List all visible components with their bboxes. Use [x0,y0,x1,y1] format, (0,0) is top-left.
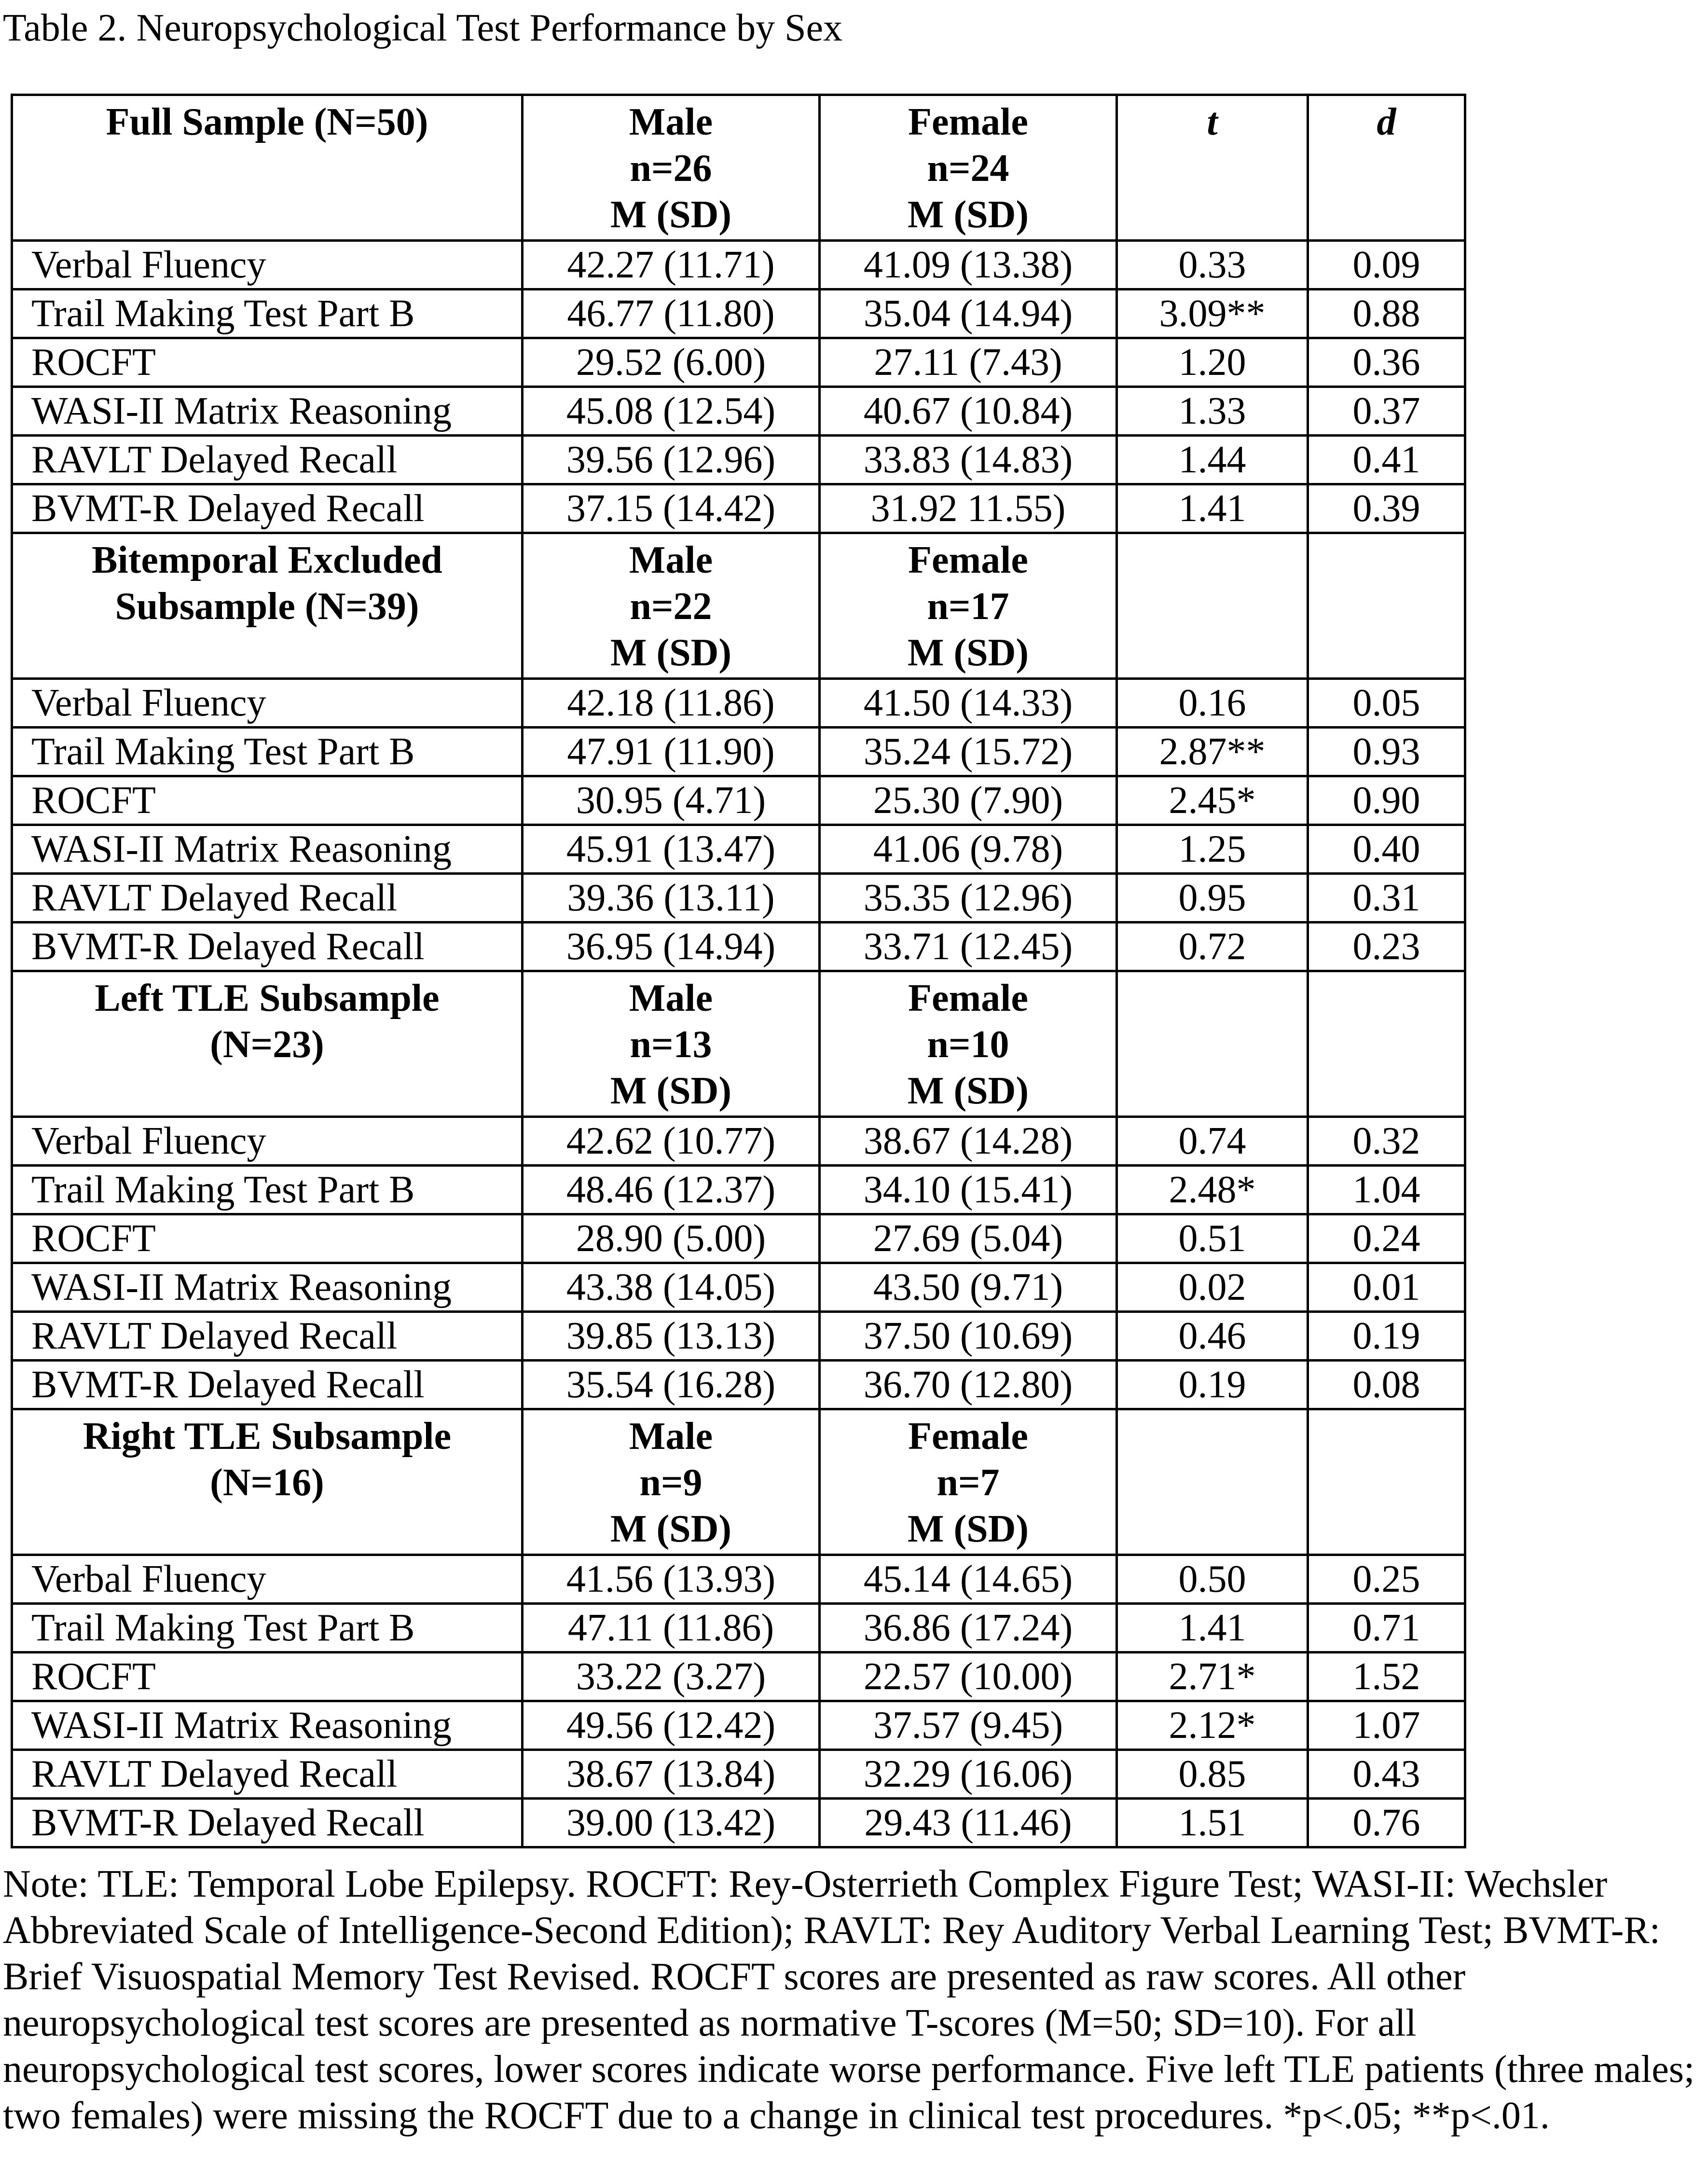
d-effect-cell: 0.24 [1308,1214,1465,1263]
test-row [12,436,1465,484]
section-header-row-bitemporal-excluded [12,533,1465,679]
male-column-header [523,533,820,679]
test-row [12,338,1465,387]
female-mean-cell: 38.67 (14.28) [820,1117,1117,1166]
test-row [12,1166,1465,1214]
female-mean-cell: 27.69 (5.04) [820,1214,1117,1263]
test-label-cell: ROCFT [12,1214,523,1263]
t-stat-cell: 1.25 [1117,825,1308,874]
test-row [12,728,1465,776]
male-msd-line: M (SD) [610,1070,732,1112]
male-mean-cell: 45.08 (12.54) [523,387,820,436]
male-mean-cell: 43.38 (14.05) [523,1263,820,1312]
t-stat-cell: 2.12* [1117,1701,1308,1750]
female-msd-line: M (SD) [907,1070,1029,1112]
male-mean-cell: 48.46 (12.37) [523,1166,820,1214]
t-stat-cell: 0.51 [1117,1214,1308,1263]
t-stat-cell: 1.44 [1117,436,1308,484]
female-mean-cell: 36.86 (17.24) [820,1604,1117,1653]
t-stat-cell: 1.20 [1117,338,1308,387]
test-label-cell: RAVLT Delayed Recall [12,1750,523,1799]
t-stat-cell: 1.41 [1117,1604,1308,1653]
t-stat-cell: 0.19 [1117,1361,1308,1409]
female-mean-cell: 33.71 (12.45) [820,923,1117,971]
d-column-header: d [1308,95,1465,241]
t-column-header [1117,1409,1308,1555]
test-label-cell: Verbal Fluency [12,1555,523,1604]
male-header-line: Male [629,977,713,1019]
female-column-header [820,95,1117,241]
test-row [12,776,1465,825]
d-column-header [1308,1409,1465,1555]
female-mean-cell: 27.11 (7.43) [820,338,1117,387]
test-row [12,387,1465,436]
test-row [12,1799,1465,1847]
female-mean-cell: 36.70 (12.80) [820,1361,1117,1409]
male-mean-cell: 36.95 (14.94) [523,923,820,971]
male-msd-line: M (SD) [610,1508,732,1550]
t-stat-cell: 3.09** [1117,289,1308,338]
test-label-cell: WASI-II Matrix Reasoning [12,1263,523,1312]
male-n-line: n=13 [630,1023,712,1066]
male-mean-cell: 28.90 (5.00) [523,1214,820,1263]
test-label-cell: Trail Making Test Part B [12,1166,523,1214]
male-mean-cell: 39.00 (13.42) [523,1799,820,1847]
female-mean-cell: 40.67 (10.84) [820,387,1117,436]
male-mean-cell: 39.36 (13.11) [523,874,820,923]
t-stat-cell: 1.51 [1117,1799,1308,1847]
female-n-line: n=17 [927,585,1009,628]
d-effect-cell: 0.40 [1308,825,1465,874]
d-column-header [1308,533,1465,679]
test-row [12,1750,1465,1799]
d-column-header [1308,971,1465,1117]
test-row [12,1604,1465,1653]
neuropsych-results-table [11,94,1466,1848]
female-msd-line: M (SD) [907,632,1029,674]
female-mean-cell: 32.29 (16.06) [820,1750,1117,1799]
test-label-cell: BVMT-R Delayed Recall [12,923,523,971]
male-n-line: n=26 [630,147,712,190]
female-column-header [820,1409,1117,1555]
male-column-header [523,95,820,241]
test-label-cell: WASI-II Matrix Reasoning [12,1701,523,1750]
table-title: Table 2. Neuropsychological Test Performance by Sex [3,7,843,49]
d-effect-cell: 0.41 [1308,436,1465,484]
d-effect-cell: 0.01 [1308,1263,1465,1312]
d-effect-cell: 0.31 [1308,874,1465,923]
female-mean-cell: 29.43 (11.46) [820,1799,1117,1847]
female-n-line: n=7 [937,1461,1000,1504]
d-effect-cell: 0.36 [1308,338,1465,387]
d-effect-cell: 0.88 [1308,289,1465,338]
t-stat-cell: 2.87** [1117,728,1308,776]
d-effect-cell: 0.05 [1308,679,1465,728]
male-n-line: n=22 [630,585,712,628]
t-column-header [1117,971,1308,1117]
d-effect-cell: 0.76 [1308,1799,1465,1847]
female-mean-cell: 41.50 (14.33) [820,679,1117,728]
t-stat-cell: 0.46 [1117,1312,1308,1361]
section-header-row-full-sample [12,95,1465,241]
female-mean-cell: 33.83 (14.83) [820,436,1117,484]
male-mean-cell: 47.11 (11.86) [523,1604,820,1653]
d-effect-cell: 0.32 [1308,1117,1465,1166]
male-mean-cell: 42.62 (10.77) [523,1117,820,1166]
female-header-line: Female [908,101,1028,143]
d-effect-cell: 0.08 [1308,1361,1465,1409]
male-mean-cell: 35.54 (16.28) [523,1361,820,1409]
male-header-line: Male [629,101,713,143]
test-label-cell: BVMT-R Delayed Recall [12,484,523,533]
male-mean-cell: 30.95 (4.71) [523,776,820,825]
section-label-line: Bitemporal Excluded [92,539,442,581]
section-label-line: Right TLE Subsample [83,1415,452,1458]
section-label-line: Full Sample (N=50) [106,101,428,143]
male-mean-cell: 38.67 (13.84) [523,1750,820,1799]
t-stat-cell: 0.85 [1117,1750,1308,1799]
test-row [12,825,1465,874]
test-label-cell: ROCFT [12,1653,523,1701]
d-effect-cell: 0.23 [1308,923,1465,971]
section-label-cell [12,95,523,241]
female-mean-cell: 37.50 (10.69) [820,1312,1117,1361]
female-mean-cell: 37.57 (9.45) [820,1701,1117,1750]
d-effect-cell: 0.93 [1308,728,1465,776]
female-msd-line: M (SD) [907,193,1029,236]
female-mean-cell: 34.10 (15.41) [820,1166,1117,1214]
male-mean-cell: 39.85 (13.13) [523,1312,820,1361]
female-mean-cell: 45.14 (14.65) [820,1555,1117,1604]
section-label-line: (N=16) [210,1461,324,1504]
test-row [12,1361,1465,1409]
section-label-line: (N=23) [210,1023,324,1066]
male-column-header [523,971,820,1117]
test-label-cell: ROCFT [12,338,523,387]
test-row [12,923,1465,971]
d-effect-cell: 1.04 [1308,1166,1465,1214]
test-row [12,1701,1465,1750]
test-label-cell: BVMT-R Delayed Recall [12,1799,523,1847]
test-label-cell: Trail Making Test Part B [12,728,523,776]
t-stat-cell: 2.71* [1117,1653,1308,1701]
male-mean-cell: 42.18 (11.86) [523,679,820,728]
test-row [12,1312,1465,1361]
test-label-cell: ROCFT [12,776,523,825]
test-row [12,1653,1465,1701]
d-effect-cell: 0.37 [1308,387,1465,436]
female-mean-cell: 25.30 (7.90) [820,776,1117,825]
test-row [12,484,1465,533]
test-row [12,289,1465,338]
female-column-header [820,971,1117,1117]
male-mean-cell: 33.22 (3.27) [523,1653,820,1701]
t-stat-cell: 1.41 [1117,484,1308,533]
male-header-line: Male [629,1415,713,1458]
female-n-line: n=24 [927,147,1009,190]
test-row [12,1555,1465,1604]
t-stat-cell: 0.33 [1117,241,1308,289]
test-label-cell: Trail Making Test Part B [12,1604,523,1653]
d-effect-cell: 0.71 [1308,1604,1465,1653]
t-column-header: t [1117,95,1308,241]
test-label-cell: Verbal Fluency [12,679,523,728]
table-note: Note: TLE: Temporal Lobe Epilepsy. ROCFT: Rey-Osterrieth Complex Figure Test; WASI-II: Wechsler Abbreviated Scale of Intelligence-Second Edition); RAVLT: Rey Auditory Verbal Learning Test; BVMT-R: Brief Visuospatial Memory Test Revised. ROCFT scores are presented as raw scores. All other neuropsychological test scores are presented as normative T-scores (M=50; SD=10). For all neuropsychological test scores, lower scores indicate worse performance. Five left TLE patients (three males; two females) were missing the ROCFT due to a change in clinical test procedures. *p<.05; **p<.01. [3,1863,1695,2137]
male-mean-cell: 37.15 (14.42) [523,484,820,533]
section-header-row-left-tle [12,971,1465,1117]
document-page [0,5,1708,2139]
female-header-line: Female [908,977,1028,1019]
female-mean-cell: 41.06 (9.78) [820,825,1117,874]
female-mean-cell: 35.35 (12.96) [820,874,1117,923]
female-mean-cell: 31.92 11.55) [820,484,1117,533]
t-stat-cell: 0.50 [1117,1555,1308,1604]
male-msd-line: M (SD) [610,632,732,674]
d-effect-cell: 0.09 [1308,241,1465,289]
t-column-header [1117,533,1308,679]
section-header-row-right-tle [12,1409,1465,1555]
section-label-cell [12,971,523,1117]
female-mean-cell: 41.09 (13.38) [820,241,1117,289]
male-mean-cell: 49.56 (12.42) [523,1701,820,1750]
male-msd-line: M (SD) [610,193,732,236]
test-row [12,1214,1465,1263]
female-header-line: Female [908,539,1028,581]
female-n-line: n=10 [927,1023,1009,1066]
test-label-cell: RAVLT Delayed Recall [12,1312,523,1361]
d-effect-cell: 1.52 [1308,1653,1465,1701]
test-row [12,241,1465,289]
female-msd-line: M (SD) [907,1508,1029,1550]
test-row [12,874,1465,923]
female-mean-cell: 35.04 (14.94) [820,289,1117,338]
test-label-cell: Trail Making Test Part B [12,289,523,338]
d-effect-cell: 1.07 [1308,1701,1465,1750]
t-stat-cell: 0.95 [1117,874,1308,923]
male-mean-cell: 45.91 (13.47) [523,825,820,874]
t-stat-cell: 2.48* [1117,1166,1308,1214]
male-mean-cell: 46.77 (11.80) [523,289,820,338]
test-label-cell: Verbal Fluency [12,1117,523,1166]
t-stat-cell: 0.72 [1117,923,1308,971]
test-row [12,1263,1465,1312]
female-mean-cell: 35.24 (15.72) [820,728,1117,776]
test-label-cell: RAVLT Delayed Recall [12,874,523,923]
t-stat-cell: 0.16 [1117,679,1308,728]
test-row [12,679,1465,728]
t-stat-cell: 2.45* [1117,776,1308,825]
t-stat-cell: 0.02 [1117,1263,1308,1312]
female-mean-cell: 22.57 (10.00) [820,1653,1117,1701]
d-effect-cell: 0.25 [1308,1555,1465,1604]
section-label-line: Left TLE Subsample [95,977,440,1019]
male-mean-cell: 41.56 (13.93) [523,1555,820,1604]
test-label-cell: RAVLT Delayed Recall [12,436,523,484]
t-stat-cell: 0.74 [1117,1117,1308,1166]
male-n-line: n=9 [639,1461,702,1504]
test-label-cell: WASI-II Matrix Reasoning [12,825,523,874]
male-header-line: Male [629,539,713,581]
male-mean-cell: 47.91 (11.90) [523,728,820,776]
test-label-cell: BVMT-R Delayed Recall [12,1361,523,1409]
section-label-line: Subsample (N=39) [115,585,419,628]
d-effect-cell: 0.90 [1308,776,1465,825]
section-label-cell [12,533,523,679]
d-effect-cell: 0.39 [1308,484,1465,533]
male-mean-cell: 29.52 (6.00) [523,338,820,387]
test-label-cell: WASI-II Matrix Reasoning [12,387,523,436]
d-effect-cell: 0.43 [1308,1750,1465,1799]
test-row [12,1117,1465,1166]
female-column-header [820,533,1117,679]
test-label-cell: Verbal Fluency [12,241,523,289]
section-label-cell [12,1409,523,1555]
male-mean-cell: 39.56 (12.96) [523,436,820,484]
female-mean-cell: 43.50 (9.71) [820,1263,1117,1312]
female-header-line: Female [908,1415,1028,1458]
d-effect-cell: 0.19 [1308,1312,1465,1361]
male-mean-cell: 42.27 (11.71) [523,241,820,289]
t-stat-cell: 1.33 [1117,387,1308,436]
male-column-header [523,1409,820,1555]
